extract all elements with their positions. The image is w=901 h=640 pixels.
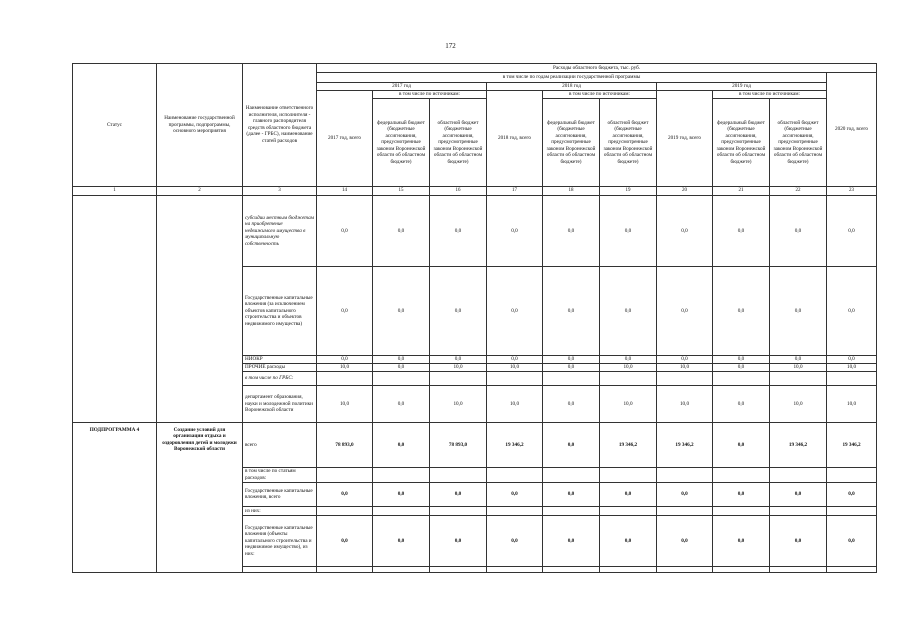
value-cell: 0,0 xyxy=(770,266,827,355)
value-cell: 0,0 xyxy=(373,266,430,355)
value-cell: 0,0 xyxy=(430,516,487,566)
header-regional-2018: областной бюджет (бюджетные ассигнования, предусмотренные законом Воронежской области об областном бюджете) xyxy=(600,98,657,186)
value-cell: 78 893,0 xyxy=(430,422,487,467)
row-label-other: ПРОЧИЕ расходы xyxy=(243,363,317,371)
value-cell: 10,0 xyxy=(657,363,713,371)
value-cell: 0,0 xyxy=(373,422,430,467)
value-cell: 0,0 xyxy=(317,516,373,566)
column-number: 22 xyxy=(770,186,827,195)
value-cell: 0,0 xyxy=(657,196,713,266)
value-cell: 0,0 xyxy=(487,266,543,355)
header-expenses-title: Расходы областного бюджета, тыс. руб. xyxy=(317,64,877,73)
table-row-subsidies xyxy=(73,196,877,266)
value-cell: 0,0 xyxy=(373,356,430,364)
column-number: 2 xyxy=(157,186,243,195)
row-label-gov-capital-objects: Государственные капитальные вложения (объекты капитального строительства и недвижимое имущество), из них: xyxy=(243,516,317,566)
value-cell: 0,0 xyxy=(373,363,430,371)
table-row-subprogram-4 xyxy=(73,422,877,467)
column-number: 19 xyxy=(600,186,657,195)
value-cell: 10,0 xyxy=(827,363,877,371)
value-cell: 0,0 xyxy=(713,482,770,506)
value-cell: 0,0 xyxy=(543,385,600,422)
value-cell: 0,0 xyxy=(827,196,877,266)
value-cell: 0,0 xyxy=(317,196,373,266)
value-cell: 19 346,2 xyxy=(770,422,827,467)
value-cell: 0,0 xyxy=(543,363,600,371)
value-cell: 0,0 xyxy=(430,356,487,364)
column-number: 23 xyxy=(827,186,877,195)
header-total-2018: 2018 год, всего xyxy=(487,90,543,186)
header-year-2019: 2019 год xyxy=(657,82,827,90)
value-cell: 0,0 xyxy=(600,266,657,355)
value-cell: 0,0 xyxy=(317,356,373,364)
value-cell: 0,0 xyxy=(430,266,487,355)
value-cell: 0,0 xyxy=(373,482,430,506)
column-number: 20 xyxy=(657,186,713,195)
value-cell: 0,0 xyxy=(827,516,877,566)
header-sources-2017: в том числе по источникам: xyxy=(373,90,487,98)
value-cell: 0,0 xyxy=(373,385,430,422)
column-number: 16 xyxy=(430,186,487,195)
value-cell: 0,0 xyxy=(543,196,600,266)
subprogram-status: ПОДПРОГРАММА 4 xyxy=(73,422,157,572)
value-cell: 0,0 xyxy=(657,516,713,566)
header-sources-2019: в том числе по источникам: xyxy=(713,90,827,98)
header-total-2017: 2017 год, всего xyxy=(317,90,373,186)
value-cell: 0,0 xyxy=(770,356,827,364)
column-number: 14 xyxy=(317,186,373,195)
column-number: 1 xyxy=(73,186,157,195)
value-cell: 0,0 xyxy=(487,482,543,506)
value-cell: 0,0 xyxy=(713,266,770,355)
value-cell: 0,0 xyxy=(657,356,713,364)
value-cell: 0,0 xyxy=(827,482,877,506)
header-year-2018: 2018 год xyxy=(487,82,657,90)
budget-table xyxy=(72,63,877,573)
subprogram-name: Создание условий для организации отдыха и оздоровления детей и молодежи Воронежской области xyxy=(157,422,243,572)
value-cell: 0,0 xyxy=(373,196,430,266)
value-cell: 10,0 xyxy=(430,385,487,422)
header-year-2017: 2017 год xyxy=(317,82,487,90)
row-label-total: всего xyxy=(243,422,317,467)
row-label-capital: Государственные капитальные вложения (за исключением объектов капитального строительства и объектов недвижимого имущества) xyxy=(243,266,317,355)
column-number: 17 xyxy=(487,186,543,195)
header-executor: Наименование ответственного исполнителя, исполнителя - главного распорядителя средств областного бюджета (далее - ГРБС), наименование статей расходов xyxy=(243,64,317,187)
value-cell: 10,0 xyxy=(317,363,373,371)
header-status: Статус xyxy=(73,64,157,187)
header-regional-2019: областной бюджет (бюджетные ассигнования, предусмотренные законом Воронежской области об областном бюджете) xyxy=(770,98,827,186)
program-cell-empty xyxy=(157,196,243,422)
value-cell: 0,0 xyxy=(657,482,713,506)
header-federal-2018: федеральный бюджет (бюджетные ассигнования, предусмотренные законом Воронежской области об областном бюджете) xyxy=(543,98,600,186)
row-label-department: департамент образования, науки и молодежной политики Воронежской области xyxy=(243,385,317,422)
value-cell: 10,0 xyxy=(770,385,827,422)
row-label-by-articles: в том числе по статьям расходов: xyxy=(243,467,317,482)
header-regional-2017: областной бюджет (бюджетные ассигнования, предусмотренные законом Воронежской области об областном бюджете) xyxy=(430,98,487,186)
value-cell: 10,0 xyxy=(770,363,827,371)
value-cell: 10,0 xyxy=(600,385,657,422)
value-cell: 0,0 xyxy=(317,482,373,506)
value-cell: 78 893,0 xyxy=(317,422,373,467)
value-cell: 19 346,2 xyxy=(600,422,657,467)
value-cell: 0,0 xyxy=(600,482,657,506)
value-cell: 10,0 xyxy=(317,385,373,422)
value-cell: 0,0 xyxy=(770,196,827,266)
header-federal-2017: федеральный бюджет (бюджетные ассигнования, предусмотренные законом Воронежской области об областном бюджете) xyxy=(373,98,430,186)
value-cell: 0,0 xyxy=(600,516,657,566)
value-cell: 0,0 xyxy=(430,482,487,506)
status-cell-empty xyxy=(73,196,157,422)
value-cell: 0,0 xyxy=(487,196,543,266)
row-label-niokr: НИОКР xyxy=(243,356,317,364)
header-total-2020: 2020 год, всего xyxy=(827,73,877,186)
value-cell: 0,0 xyxy=(543,356,600,364)
value-cell: 0,0 xyxy=(713,422,770,467)
column-number: 18 xyxy=(543,186,600,195)
value-cell: 19 346,2 xyxy=(487,422,543,467)
value-cell: 0,0 xyxy=(713,356,770,364)
value-cell: 0,0 xyxy=(430,196,487,266)
value-cell: 0,0 xyxy=(543,266,600,355)
value-cell: 0,0 xyxy=(543,516,600,566)
value-cell: 0,0 xyxy=(600,356,657,364)
value-cell: 0,0 xyxy=(487,356,543,364)
value-cell: 10,0 xyxy=(600,363,657,371)
value-cell: 19 346,2 xyxy=(827,422,877,467)
header-sources-2018: в том числе по источникам: xyxy=(543,90,657,98)
value-cell: 0,0 xyxy=(543,482,600,506)
value-cell: 0,0 xyxy=(713,363,770,371)
column-numbers-row xyxy=(73,186,877,195)
value-cell: 0,0 xyxy=(770,516,827,566)
header-program-name: Наименование государственной программы, подпрограммы, основного мероприятия xyxy=(157,64,243,187)
value-cell: 0,0 xyxy=(543,422,600,467)
column-number: 15 xyxy=(373,186,430,195)
row-label-grbs: в том числе по ГРБС: xyxy=(243,372,317,386)
column-number: 21 xyxy=(713,186,770,195)
value-cell: 10,0 xyxy=(430,363,487,371)
value-cell: 19 346,2 xyxy=(657,422,713,467)
value-cell: 10,0 xyxy=(487,363,543,371)
value-cell: 10,0 xyxy=(487,385,543,422)
page-number: 172 xyxy=(445,42,456,50)
value-cell: 0,0 xyxy=(770,482,827,506)
value-cell: 0,0 xyxy=(657,266,713,355)
value-cell: 0,0 xyxy=(373,516,430,566)
column-number: 3 xyxy=(243,186,317,195)
value-cell: 0,0 xyxy=(827,266,877,355)
value-cell: 10,0 xyxy=(827,385,877,422)
value-cell: 0,0 xyxy=(713,385,770,422)
header-federal-2019: федеральный бюджет (бюджетные ассигнования, предусмотренные законом Воронежской области об областном бюджете) xyxy=(713,98,770,186)
row-label-gov-capital: Государственные капитальные вложения, всего xyxy=(243,482,317,506)
row-label-subsidies: субсидии местным бюджетам на приобретение недвижимого имущества в муниципальную собственность xyxy=(243,196,317,266)
value-cell: 0,0 xyxy=(713,516,770,566)
row-label-of-them: из них: xyxy=(243,506,317,515)
header-total-2019: 2019 год, всего xyxy=(657,90,713,186)
value-cell: 0,0 xyxy=(317,266,373,355)
header-by-years: в том числе по годам реализации государственной программы xyxy=(317,73,827,82)
value-cell: 10,0 xyxy=(657,385,713,422)
value-cell: 0,0 xyxy=(827,356,877,364)
value-cell: 0,0 xyxy=(600,196,657,266)
value-cell: 0,0 xyxy=(713,196,770,266)
value-cell: 0,0 xyxy=(487,516,543,566)
